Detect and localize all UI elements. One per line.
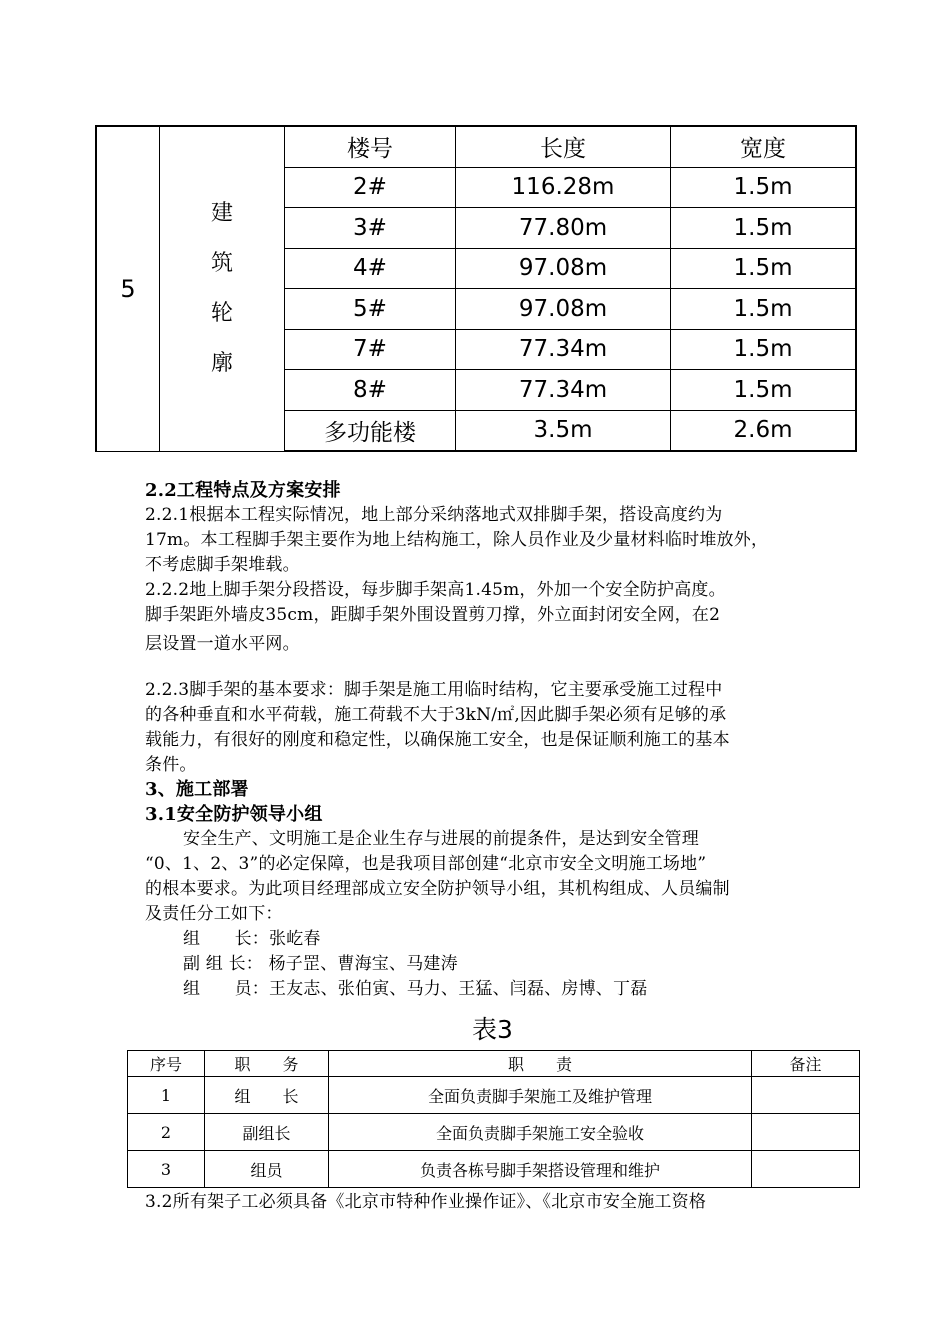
paragraph-2-2-1: 2.2.1根据本工程实际情况，地上部分采纳落地式双排脚手架，搭设高度约为 17m。本工程脚手架主要作为地上结构施工，除人员作业及少量材料临时堆放外， 不考虑脚手架堆载。 [145,505,769,575]
header-width: 宽度 [671,126,857,167]
building-outline-table [95,125,857,452]
table-row: 3 组员 负责各栋号脚手架搭设管理和维护 [128,1151,860,1188]
section-3-1-title: 3.1安全防护领导小组 [145,804,323,825]
table-row: 2# 116.28m 1.5m [96,167,856,208]
table-row: 3# 77.80m 1.5m [96,208,856,249]
header-remark: 备注 [752,1051,860,1077]
member-deputy: 副 组 长： 杨子罡、曹海宝、马建涛 [183,954,458,974]
member-leader: 组 长：张屹春 [183,929,321,949]
table-row: 8# 77.34m 1.5m [96,370,856,411]
paragraph-2-2-2: 2.2.2地上脚手架分段搭设，每步脚手架高1.45m，外加一个安全防护高度。 脚手架距外墙皮35cm，距脚手架外围设置剪刀撑，外立面封闭安全网，在2 [145,580,726,625]
category-char: 廓 [210,350,233,376]
table-row: 4# 97.08m 1.5m [96,248,856,289]
paragraph-2-2-2-tail: 层设置一道水平网。 [145,634,300,654]
header-no: 序号 [128,1051,205,1077]
row-index: 5 [96,126,160,451]
header-position: 职 务 [205,1051,329,1077]
table-row: 2 副组长 全面负责脚手架施工安全验收 [128,1114,860,1151]
category-cell [160,126,285,451]
table-caption: 表3 [472,1015,513,1044]
member-staff: 组 员：王友志、张伯寅、马力、王猛、闫磊、房博、丁磊 [183,979,648,999]
section-title: 2.2工程特点及方案安排 [145,480,341,501]
header-duty: 职 责 [329,1051,752,1077]
table-row: 7# 77.34m 1.5m [96,329,856,370]
header-length: 长度 [456,126,671,167]
responsibility-table [127,1050,860,1188]
category-char: 轮 [210,300,233,326]
table-row: 1 组 长 全面负责脚手架施工及维护管理 [128,1077,860,1114]
category-char: 筑 [210,250,233,276]
footer-line: 3.2所有架子工必须具备《北京市特种作业操作证》、《北京市安全施工资格 [145,1192,707,1212]
category-char: 建 [210,200,233,226]
paragraph-2-2-3: 2.2.3脚手架的基本要求：脚手架是施工用临时结构，它主要承受施工过程中 的各种垂直和水平荷载，施工荷载不大于3kN/㎡,因此脚手架必须有足够的承 载能力，有很好的刚度和稳定性，以确保施工安全，也是保证顺利施工的基本 条件。 [145,680,730,775]
table-row: 5# 97.08m 1.5m [96,289,856,330]
member-list [145,927,647,1002]
section-3-title: 3、施工部署 [145,779,249,800]
paragraph-3-1: 安全生产、文明施工是企业生存与进展的前提条件，是达到安全管理 “0、1、2、3”的必定保障，也是我项目部创建“北京市安全文明施工场地” 的根本要求。为此项目经理部成立安全防护领导小组，其机构组成、人员编制 及责任分工如下： [145,829,730,924]
header-building-no: 楼号 [285,126,456,167]
table-row: 多功能楼 3.5m 2.6m [96,410,856,451]
